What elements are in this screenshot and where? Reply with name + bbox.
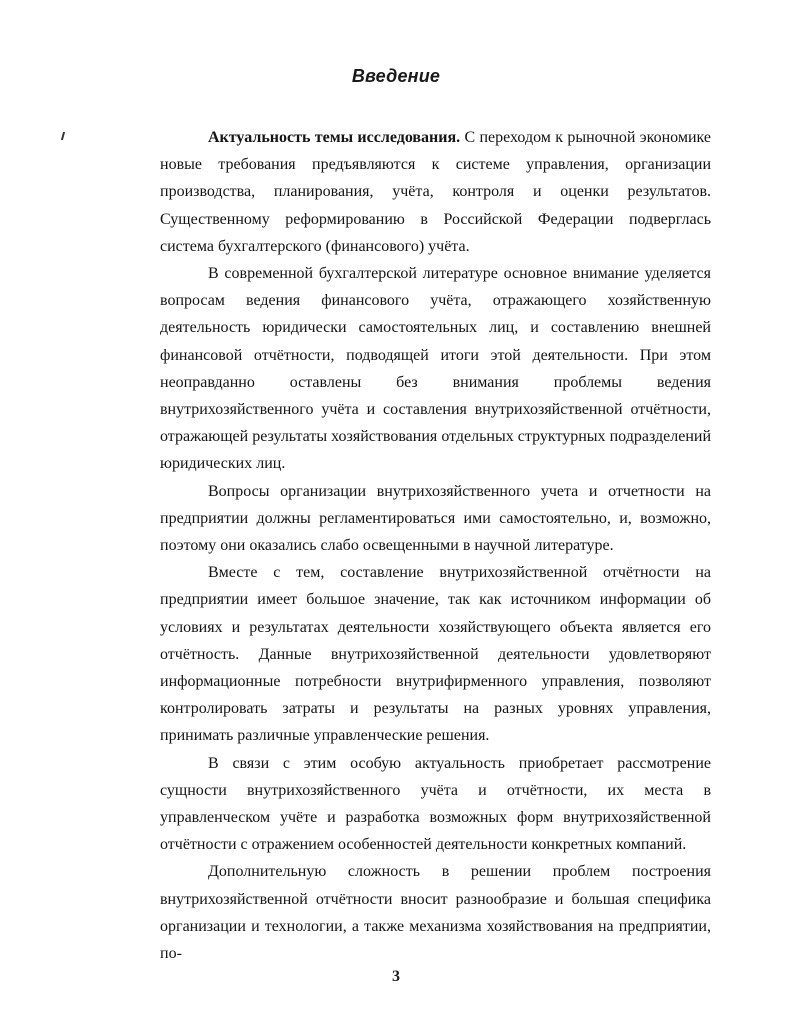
paragraph-4 [160,559,711,749]
body-text [160,124,711,967]
paragraph-text: Вопросы организации внутрихозяйственного учета и отчетности на предприятии должны регламентироваться ими самостоятельно, и, возможно, поэтому они оказались слабо освещенными в научной литературе. [160,482,711,555]
paragraph-3 [160,478,711,560]
paragraph-1 [160,124,711,260]
paragraph-lead: Актуальность темы исследования. [208,129,461,146]
paragraph-text: В связи с этим особую актуальность приобретает рассмотрение сущности внутрихозяйственного учёта и отчётности, их места в управленческом учёте и разработка возможных форм внутрихозяйственной отчётности с отражением особенностей деятельности конкретных компаний. [160,754,711,854]
paragraph-2 [160,260,711,478]
paragraph-text: Вместе с тем, составление внутрихозяйственной отчётности на предприятии имеет большое значение, так как источником информации об условиях и результатах деятельности хозяйствующего объекта является его отчётность. Данные внутрихозяйственной деятельности удовлетворяют информационные потребности внутрифирменного управления, позволяют контролировать затраты и результаты на разных уровнях управления, принимать различные управленческие решения. [160,564,711,745]
margin-mark [61,132,65,140]
paragraph-text: С переходом к рыночной экономике новые требования предъявляются к системе управления, организации производства, планирования, учёта, контроля и оценки результатов. Существенному реформированию в Российской Федерации подверглась система бухгалтерского (финансового) учёта. [160,129,711,255]
paragraph-text: В современной бухгалтерской литературе основное внимание уделяется вопросам ведения финансового учёта, отражающего хозяйственную деятельность юридически самостоятельных лиц, и составлению внешней финансовой отчётности, подводящей итоги этой деятельности. При этом неоправданно оставлены без внимания проблемы ведения внутрихозяйственного учёта и составления внутрихозяйственной отчётности, отражающей результаты хозяйствования отдельных структурных подразделений юридических лиц. [160,265,711,473]
paragraph-text: Дополнительную сложность в решении проблем построения внутрихозяйственной отчётности вносит разнообразие и большая специфика организации и технологии, а также механизма хозяйствования на предприятии, по- [160,863,711,963]
page-title: Введение [351,66,441,86]
paragraph-6 [160,858,711,967]
paragraph-5 [160,750,711,859]
page-number: 3 [392,968,400,985]
